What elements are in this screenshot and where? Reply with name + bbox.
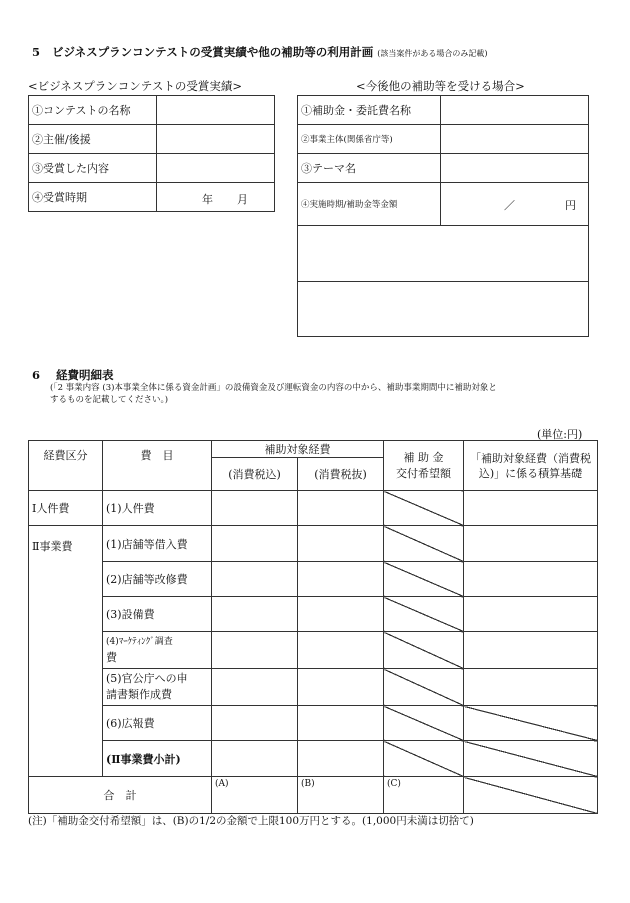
cell-tax-in[interactable] (212, 491, 298, 526)
section5-note: (該当案件がある場合のみ記載) (377, 49, 488, 58)
header-grant-line1: 補 助 金 (403, 450, 444, 464)
grants-extra-field-1[interactable] (298, 226, 589, 282)
cell-tax-in[interactable] (212, 632, 298, 669)
category-personnel: Ⅰ人件費 (29, 491, 103, 526)
item-marketing-line2: 費 (106, 651, 117, 664)
cell-tax-ex[interactable] (298, 597, 384, 632)
header-tax-ex: (消費税抜) (298, 458, 384, 491)
item-rent: (1)店舗等借入費 (103, 526, 212, 562)
total-a[interactable]: (A) (212, 777, 298, 814)
header-eligible: 補助対象経費 (212, 441, 384, 458)
awards-row-label: ④受賞時期 (29, 183, 157, 212)
cell-grant (384, 526, 464, 562)
item-renovation: (2)店舗等改修費 (103, 562, 212, 597)
item-personnel: (1)人件費 (103, 491, 212, 526)
year-label: 年 (202, 193, 213, 206)
other-grants-heading: <今後他の補助等を受ける場合> (356, 79, 525, 93)
cell-grant (384, 741, 464, 777)
cell-basis (464, 741, 598, 777)
cell-basis[interactable] (464, 491, 598, 526)
header-grant-line2: 交付希望額 (396, 466, 451, 480)
section6-note-line2: するものを記載してください。) (50, 395, 169, 405)
total-b[interactable]: (B) (298, 777, 384, 814)
header-grant (384, 441, 464, 491)
cell-grant (384, 491, 464, 526)
cell-grant (384, 562, 464, 597)
item-subtotal: (Ⅱ事業費小計) (103, 741, 212, 777)
cell-tax-ex[interactable] (298, 741, 384, 777)
header-tax-in: (消費税込) (212, 458, 298, 491)
total-c[interactable]: (C) (384, 777, 464, 814)
grants-row-label: ③テーマ名 (298, 154, 441, 183)
grants-row-label: ①補助金・委託費名称 (298, 96, 441, 125)
cell-tax-in[interactable] (212, 669, 298, 706)
cell-tax-ex[interactable] (298, 526, 384, 562)
cell-grant (384, 632, 464, 669)
section5-number: 5 (32, 45, 41, 59)
cell-grant (384, 706, 464, 741)
grant-name-field[interactable] (441, 96, 589, 125)
unit-label: (単位:円) (537, 428, 583, 441)
grants-row-label: ④実施時期/補助金等金額 (298, 183, 441, 226)
section6-number: 6 (32, 368, 41, 382)
item-govdocs-line1: (5)官公庁への申 (106, 672, 188, 685)
cell-tax-in[interactable] (212, 706, 298, 741)
cell-tax-ex[interactable] (298, 706, 384, 741)
cell-tax-in[interactable] (212, 526, 298, 562)
section6-title (32, 367, 114, 383)
month-label: 月 (237, 193, 248, 206)
cell-tax-in[interactable] (212, 562, 298, 597)
item-advertising: (6)広報費 (103, 706, 212, 741)
section6-note (50, 382, 610, 406)
theme-name-field[interactable] (441, 154, 589, 183)
cell-basis[interactable] (464, 669, 598, 706)
expense-table (28, 440, 598, 814)
awards-heading: <ビジネスプランコンテストの受賞実績> (28, 79, 242, 93)
grants-row-label: ②事業主体(関係省庁等) (298, 125, 441, 154)
item-marketing (103, 632, 212, 669)
cell-grant (384, 597, 464, 632)
cell-tax-ex[interactable] (298, 669, 384, 706)
contest-name-field[interactable] (157, 96, 275, 125)
awards-row-label: ③受賞した内容 (29, 154, 157, 183)
cell-basis[interactable] (464, 562, 598, 597)
cell-tax-ex[interactable] (298, 632, 384, 669)
section6-note-line1: (「2 事業内容 (3)本事業全体に係る資金計画」の設備資金及び運転資金の内容の中から、補助事業期間中に補助対象と (50, 383, 497, 393)
cell-basis (464, 706, 598, 741)
awards-table (28, 95, 275, 212)
header-basis: 「補助対象経費（消費税込)」に係る積算基礎 (464, 441, 598, 491)
cell-tax-in[interactable] (212, 741, 298, 777)
header-category: 経費区分 (29, 441, 103, 491)
awards-row-label: ②主催/後援 (29, 125, 157, 154)
cell-tax-ex[interactable] (298, 491, 384, 526)
cell-tax-ex[interactable] (298, 562, 384, 597)
yen-label: 円 (565, 199, 576, 212)
header-item: 費 目 (103, 441, 212, 491)
award-content-field[interactable] (157, 154, 275, 183)
footnote: (注)「補助金交付希望額」は、(B)の1/2の金額で上限100万円とする。(1,000円未満は切捨て) (28, 815, 474, 827)
total-label: 合 計 (29, 777, 212, 814)
total-basis (464, 777, 598, 814)
grant-body-field[interactable] (441, 125, 589, 154)
section5-title (32, 44, 488, 60)
item-equipment: (3)設備費 (103, 597, 212, 632)
cell-tax-in[interactable] (212, 597, 298, 632)
cell-basis[interactable] (464, 632, 598, 669)
grants-extra-field-2[interactable] (298, 282, 589, 337)
section6-heading: 経費明細表 (56, 368, 114, 382)
grant-period-amount-field[interactable] (441, 183, 589, 226)
section5-heading: ビジネスプランコンテストの受賞実績や他の補助等の利用計画 (52, 45, 374, 59)
award-date-field[interactable] (157, 183, 275, 212)
category-business: Ⅱ事業費 (29, 526, 103, 777)
organizer-field[interactable] (157, 125, 275, 154)
item-govdocs (103, 669, 212, 706)
slash-separator: ／ (504, 199, 515, 212)
other-grants-table (297, 95, 589, 337)
cell-basis[interactable] (464, 597, 598, 632)
cell-grant (384, 669, 464, 706)
awards-row-label: ①コンテストの名称 (29, 96, 157, 125)
cell-basis[interactable] (464, 526, 598, 562)
item-govdocs-line2: 請書類作成費 (106, 688, 172, 701)
item-marketing-line1: (4)ﾏｰｹﾃｨﾝｸﾞ調査 (106, 637, 173, 647)
